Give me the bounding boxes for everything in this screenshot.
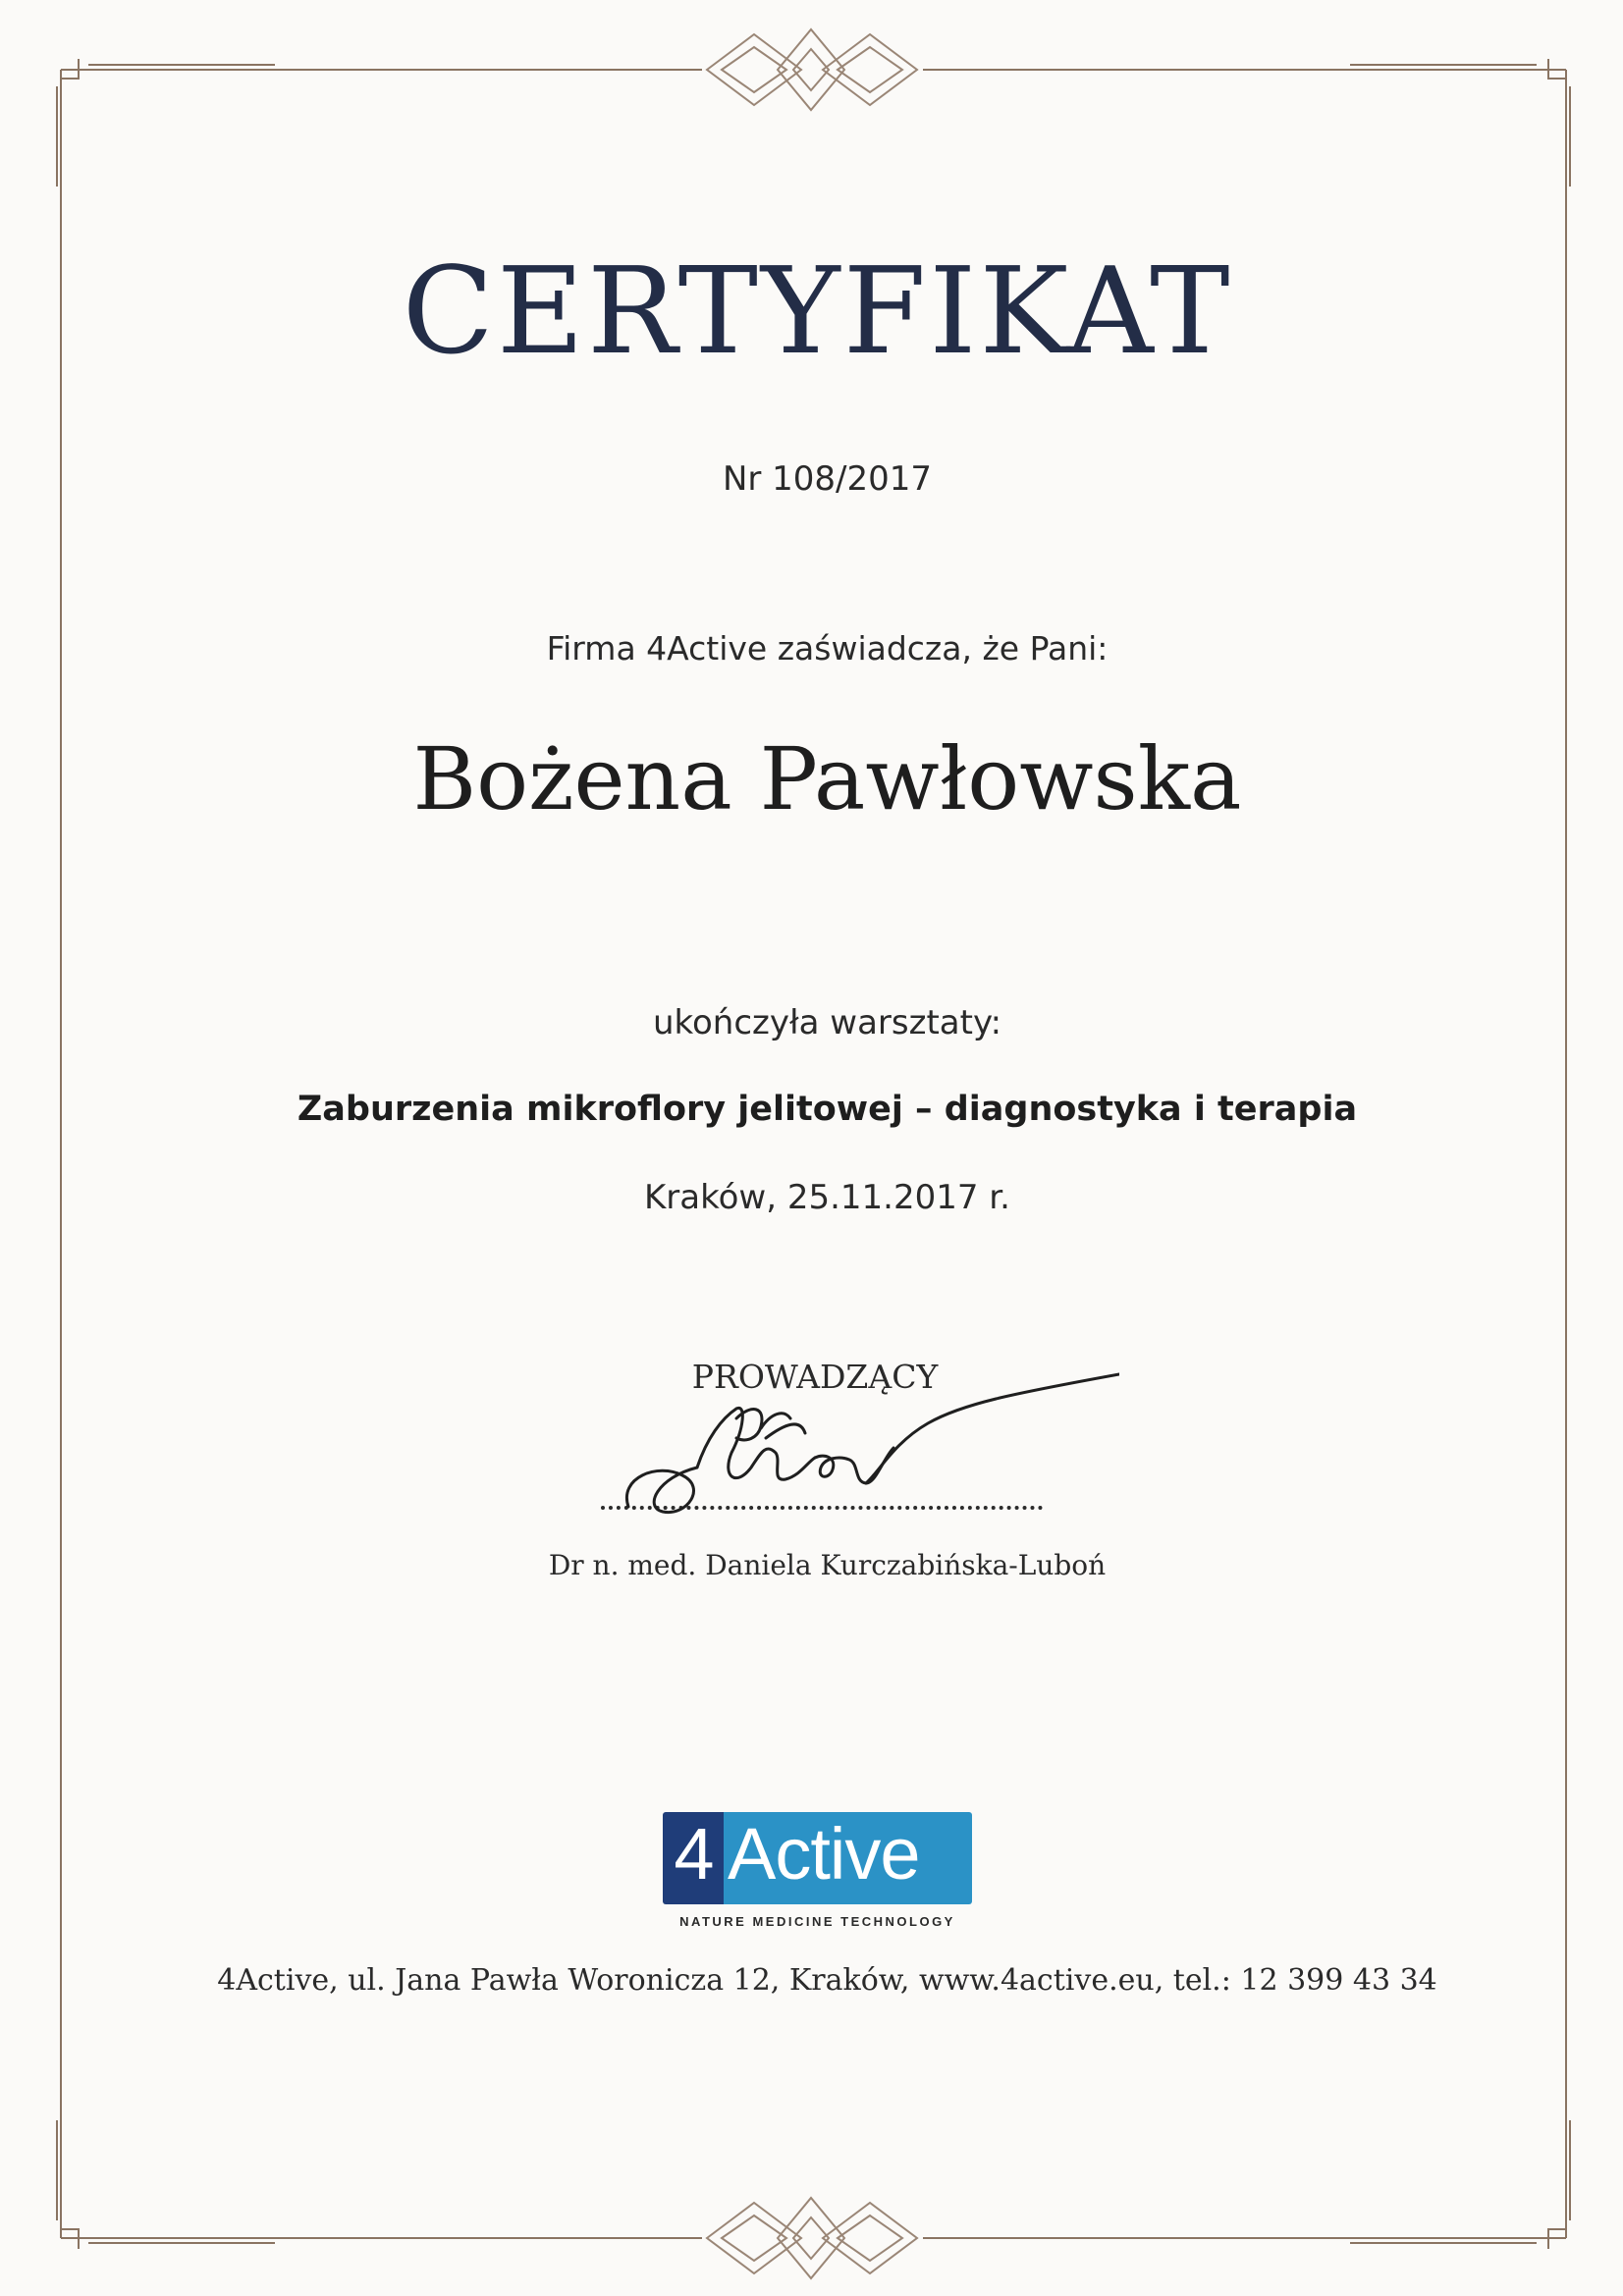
logo-number: 4 (674, 1813, 715, 1895)
recipient-name: Bożena Pawłowska (412, 728, 1242, 829)
logo-tagline: NATURE MEDICINE TECHNOLOGY (679, 1914, 955, 1929)
certificate-title: CERTYFIKAT (402, 241, 1233, 381)
company-logo (663, 1812, 972, 1904)
handwritten-signature (589, 1360, 1119, 1541)
top-ornament-icon (707, 29, 917, 110)
signer-name: Dr n. med. Daniela Kurczabińska-Luboń (548, 1549, 1107, 1581)
certificate-intro: Firma 4Active zaświadcza, że Pani: (546, 629, 1109, 667)
certificate-number: Nr 108/2017 (722, 459, 933, 499)
place-date: Kraków, 25.11.2017 r. (644, 1178, 1010, 1217)
footer-contact: 4Active, ul. Jana Pawła Woronicza 12, Kraków, www.4active.eu, tel.: 12 399 43 34 (217, 1963, 1437, 1998)
signer-role: PROWADZĄCY (691, 1358, 939, 1396)
completed-text: ukończyła warsztaty: (652, 1003, 1002, 1042)
bottom-ornament-icon (707, 2198, 917, 2278)
logo-word: Active (728, 1813, 920, 1895)
course-title: Zaburzenia mikroflory jelitowej – diagnostyka i terapia (297, 1090, 1358, 1129)
